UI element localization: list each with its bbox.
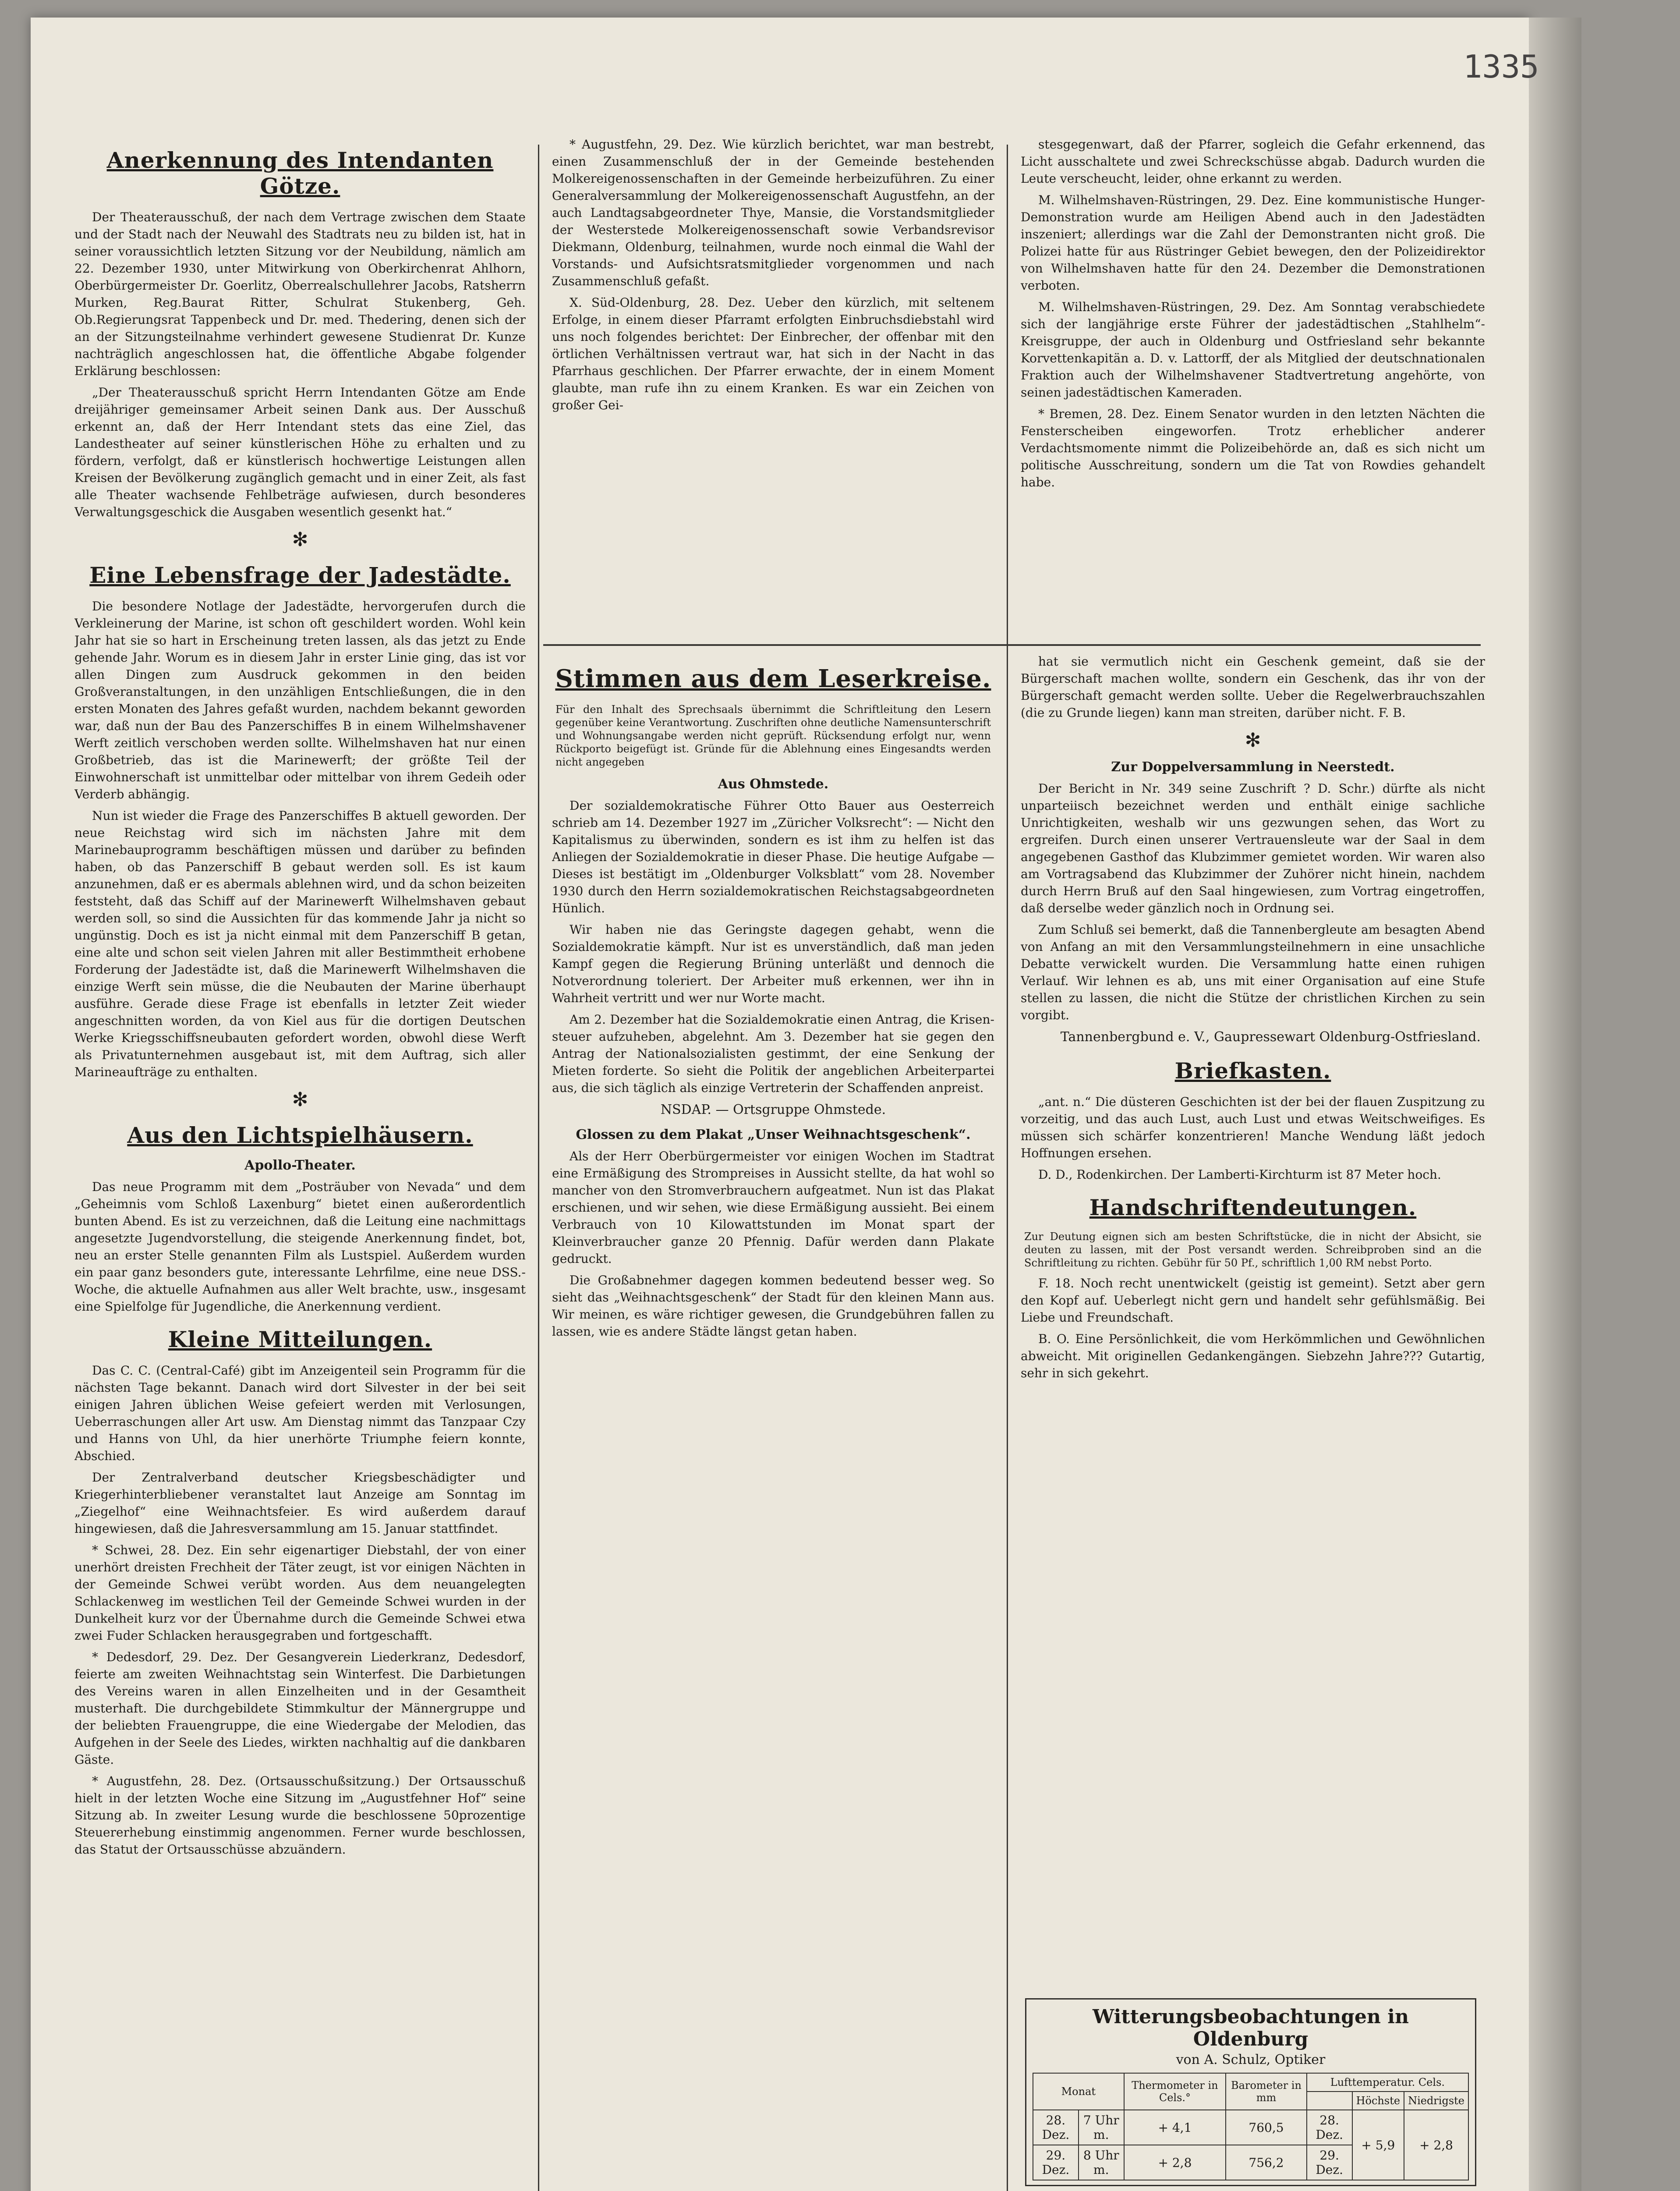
- article-title: Aus den Lichtspielhäusern.: [127, 1122, 473, 1148]
- article-paragraph: M. Wilhelmshaven-Rüstringen, 29. Dez. Am Sonntag verabschiedete sich der langjährige erste Führer der jadestädtischen „Stahlhelm“-Kreisgruppe, der auch in Oldenburg und Ostfriesland sehr bekannte Korvettenkapitän a. D. v. Lattorff, der als Mitglied der deutschnationalen Fraktion auch der Wilhelmshavener Stadtvertretung angehörte, von seinen jadestädtischen Kameraden.: [1021, 300, 1485, 400]
- right-lower-column: [1021, 653, 1485, 2191]
- right-top-column: [1021, 136, 1485, 635]
- letter-paragraph: Der sozialdemokratische Führer Otto Bauer aus Oesterreich schrieb am 14. Dezember 1927 im „Züricher Volksrecht“: — Nicht den Kapitalismus zu überwinden, sondern es ist ihm zu helfen ist das Anliegen der Sozialdemokratie in dieser Phase. Die heutige Aufgabe — Dieses ist bestätigt im „Oldenburger Volksblatt“ vom 28. November 1930 durch den Herrn sozialdemokratischen Reichstagsabgeordneten Hünlich.: [552, 798, 994, 915]
- weather-header-thermometer: Thermometer in Cels.°: [1124, 2073, 1226, 2110]
- weather-cell: 28. Dez.: [1307, 2110, 1352, 2145]
- letter-subtitle: Zur Doppelversammlung in Neerstedt.: [1111, 759, 1395, 775]
- weather-box: [1025, 1998, 1476, 2186]
- left-column: [74, 136, 526, 2191]
- weather-cell: 8 Uhr m.: [1079, 2145, 1124, 2180]
- article-paragraph: Der Zentralverband deutscher Kriegsbeschädigter und Kriegerhinterbliebener veranstaltet laut Anzeige am Sonntag im „Ziegelhof“ eine Weihnachtsfeier. Es wird außerdem darauf hingewiesen, daß die Jahresversammlung am 15. Januar stattfindet.: [74, 1470, 526, 1536]
- weather-header-min: Niedrigste: [1404, 2092, 1468, 2110]
- letter-paragraph: Wir haben nie das Geringste dagegen gehabt, wenn die Sozialdemokratie kämpft. Nur ist es unverständlich, daß man jeden Kampf gegen die Regierung Brüning unterläßt und dennoch die Notverordnung toleriert. Der Arbeiter muß erkennen, wer ihn in Wahrheit vertritt und wer nur Worte macht.: [552, 922, 994, 1005]
- weather-observations: [1025, 1998, 1476, 2191]
- page-edge: [1529, 18, 1581, 2191]
- weather-cell: 760,5: [1226, 2110, 1307, 2145]
- letter-paragraph: Zum Schluß sei bemerkt, daß die Tannenbergleute am besagten Abend von Anfang an mit den Versammlungsteilnehmern in eine unsachliche Debatte verwickelt wurden. Die Versammlung hatte einen ruhigen Verlauf. Wir lehnen es ab, uns mit einer Organisation auf eine Stufe stellen zu lassen, die nicht die Stütze der christlichen Kirchen zu sein vorgibt.: [1021, 922, 1485, 1022]
- letter-paragraph: Der Bericht in Nr. 349 seine Zuschrift ? D. Schr.) dürfte als nicht unparteiisch bezeichnet werden und enthält einige sachliche Unrichtigkeiten, weshalb wir uns gezwungen sehen, das Wort zu ergreifen. Durch einen unserer Vertrauensleute war der Saal in dem angegebenen Gasthof das Klubzimmer gemietet worden. Wir waren also am Vortragsabend das Klubzimmer der Zuhörer nicht hinein, nachdem durch Herrn Bruß auf den Saal hingewiesen, zum Vortrag eingetroffen, daß derselbe weder gänzlich noch in Ordnung sei.: [1021, 781, 1485, 915]
- separator-star: ✻: [1245, 729, 1261, 752]
- section-title: Stimmen aus dem Leserkreise.: [555, 664, 991, 693]
- article-paragraph: * Bremen, 28. Dez. Einem Senator wurden in den letzten Nächten die Fensterscheiben eingeworfen. Trotz erheblicher anderer Verdachtsmomente nimmt die Polizeibehörde an, daß es sich nicht um politische Ausschreitung, sondern um die Tat von Rowdies gehandelt habe.: [1021, 407, 1485, 489]
- handwriting-entry: F. 18. Noch recht unentwickelt (geistig ist gemeint). Setzt aber gern den Kopf auf. Ueberlegt nicht gern und handelt sehr gefühlsmäßig. Bei Liebe und Freundschaft.: [1021, 1276, 1485, 1325]
- weather-cell: + 2,8: [1124, 2145, 1226, 2180]
- article-paragraph: X. Süd-Oldenburg, 28. Dez. Ueber den kürzlich, mit seltenem Erfolge, in einem dieser Pfarramt erfolgten Einbruchsdiebstahl wird uns noch folgendes berichtet: Der Einbrecher, der offenbar mit den örtlichen Verhältnissen vertraut war, hat sich in der Nacht in das Pfarrhaus geschlichen. Der Pfarrer erwachte, der in einem Moment glaubte, man rufe ihn zu einem Kranken. Es war ein Zeichen von großer Gei-: [552, 295, 994, 412]
- letter-signature: Tannenbergbund e. V., Gaupressewart Oldenburg-Ostfriesland.: [1060, 1029, 1481, 1045]
- readers-section: [552, 653, 994, 2191]
- article-subtitle: Apollo-Theater.: [244, 1158, 356, 1173]
- weather-row: [1033, 2110, 1468, 2145]
- weather-header-barometer: Barometer in mm: [1226, 2073, 1307, 2110]
- editorial-disclaimer: Für den Inhalt des Sprechsaals übernimmt die Schriftleitung den Lesern gegenüber keine Verantwortung. Zuschriften ohne deutliche Namensunterschrift und Wohnungsangabe werden nicht geprüft. Rücksendung erfolgt nur, wenn Rückporto beigefügt ist. Gründe für die Ablehnung eines Eingesandts werden nicht angegeben: [555, 703, 991, 768]
- article-paragraph: Das neue Programm mit dem „Posträuber von Nevada“ und dem „Geheimnis vom Schloß Laxenburg“ bietet einen außerordentlich bunten Abend. Es ist zu verzeichnen, daß die Leitung eine nachmittags angesetzte Jugendvorstellung, die steigende Anerkennung findet, bot, neu an erster Stelle genannten Film als Lustspiel. Außerdem wurden ein paar ganz besonders gute, interessante Lehrfilme, eine neue DSS.-Woche, die aktuelle Aufnahmen aus aller Welt brachte, usw., insgesamt eine Spielfolge für Jugendliche, die Anerkennung verdient.: [74, 1180, 526, 1314]
- article-title: Kleine Mitteilungen.: [168, 1326, 432, 1352]
- letter-paragraph: Die Großabnehmer dagegen kommen bedeutend besser weg. So sieht das „Weihnachtsgeschenk“ der Stadt für den kleinen Mann aus. Wir meinen, es wäre richtiger gewesen, die Grundgebühren fallen zu lassen, wie es andere Städte längst getan haben.: [552, 1273, 994, 1339]
- column-rule-1: [538, 145, 539, 2191]
- weather-cell: + 4,1: [1124, 2110, 1226, 2145]
- briefkasten-entry: „ant. n.“ Die düsteren Geschichten ist der bei der flauen Zuspitzung zu vorzeitig, und das auch Lust, auch Lust und etwas Weitschweifiges. Es müssen sich schärfer konzentrieren! Manche Wendung läßt jedoch Hoffnungen ersehen.: [1021, 1095, 1485, 1160]
- weather-title: Witterungsbeobachtungen in Oldenburg: [1093, 2006, 1409, 2050]
- handwriting-note: Zur Deutung eignen sich am besten Schriftstücke, die in nicht der Absicht, sie deuten zu lassen, mit der Post versandt werden. Schreibproben sind an die Schriftleitung zu richten. Gebühr für 50 Pf., schriftlich 1,00 RM nebst Porto.: [1024, 1230, 1482, 1269]
- article-intendant: [74, 147, 526, 521]
- article-lichtspiel: [74, 1122, 526, 1315]
- article-kleine-mitteilungen: [74, 1326, 526, 1858]
- section-rule-readers: [543, 644, 1481, 646]
- article-paragraph: stesgegenwart, daß der Pfarrer, sogleich die Gefahr erkennend, das Licht ausschaltete und zwei Schreckschüsse abgab. Dadurch wurden die Leute verscheucht, leider, ohne erkannt zu werden.: [1021, 137, 1485, 186]
- weather-cell: 28. Dez.: [1033, 2110, 1079, 2145]
- weather-cell: 29. Dez.: [1307, 2145, 1352, 2180]
- letter-paragraph: Als der Herr Oberbürgermeister vor einigen Wochen im Stadtrat eine Ermäßigung des Strompreises in Aussicht stellte, da hat wohl so mancher von den Stromverbrauchern aufgeatmet. Nun ist das Plakat erschienen, und wir sehen, wie diese Ermäßigung aussieht. Bei einem Verbrauch von 10 Kilowattstunden im Monat spart der Kleinverbraucher ganze 20 Pfennig. Dafür werden dann Plakate gedruckt.: [552, 1149, 994, 1266]
- weather-cell: 756,2: [1226, 2145, 1307, 2180]
- letter-origin: Aus Ohmstede.: [718, 776, 829, 792]
- column-rule-2: [1007, 145, 1008, 2191]
- handwriting-title: Handschriftendeutungen.: [1089, 1195, 1417, 1220]
- article-paragraph: * Dedesdorf, 29. Dez. Der Gesangverein Liederkranz, Dedesdorf, feierte am zweiten Weihnachtstag sein Winterfest. Die Darbietungen des Vereins waren in allen Einzelheiten und in der Gesamtheit musterhaft. Die durchgebildete Stimmkultur der Männergruppe und der beliebten Frauengruppe, die eine Wiedergabe der Melodien, das Aufgehen in der Seele des Liedes, wirkten nachhaltig auf die dankbaren Gäste.: [74, 1650, 526, 1767]
- weather-header-month: Monat: [1033, 2073, 1124, 2110]
- briefkasten-title: Briefkasten.: [1174, 1058, 1331, 1084]
- middle-top-column: [552, 136, 994, 635]
- article-paragraph: Das C. C. (Central-Café) gibt im Anzeigenteil sein Programm für die nächsten Tage bekannt. Danach wird dort Silvester in der bei seit einigen Jahren üblichen Weise gefeiert werden mit Verlosungen, Ueberraschungen aller Art usw. Am Dienstag nimmt das Tanzpaar Czy und Hanns von Uhl, da hier unerhörte Triumphe feiern konnte, Abschied.: [74, 1363, 526, 1463]
- letter-paragraph: Am 2. Dezember hat die Sozialdemokratie einen Antrag, die Krisensteuer aufzuheben, abgelehnt. Am 3. Dezember hat sie gegen den Antrag der Nationalsozialisten gestimmt, der eine Senkung der Mieten forderte. So sieht die Politik der angeblichen Arbeiterpartei aus, die sich täglich als einzige Vertreterin der Schaffenden anpreist.: [552, 1012, 994, 1095]
- article-paragraph: „Der Theaterausschuß spricht Herrn Intendanten Götze am Ende dreijähriger gemeinsamer Arbeit seinen Dank aus. Der Ausschuß erkennt an, daß der Herr Intendant stets das eine Ziel, das Landestheater auf seiner künstlerischen Höhe zu erhalten und zu fördern, verfolgt, daß er künstlerisch hochwertige Leistungen allen Kreisen der Bevölkerung zugänglich gemacht und in einer Zeit, als fast alle Theater wachsende Fehlbeträge aufwiesen, durch besonderes Verwaltungsgeschick die Ausgaben wesentlich gesenkt hat.“: [74, 385, 526, 519]
- weather-header-max: Höchste: [1352, 2092, 1404, 2110]
- weather-subtitle: von A. Schulz, Optiker: [1176, 2052, 1326, 2067]
- article-jadestaedte: [74, 562, 526, 1081]
- article-paragraph: * Schwei, 28. Dez. Ein sehr eigenartiger Diebstahl, der von einer unerhört dreisten Frechheit der Täter zeugt, ist vor einigen Nächten in der Gemeinde Schwei verübt worden. Aus dem neuangelegten Schlackenweg im westlichen Teil der Gemeinde Schwei wurden in der Dunkelheit kurz vor der Übernahme durch die Gemeinde Schwei etwa zwei Fuder Schlacken herausgegraben und fortgeschafft.: [74, 1543, 526, 1643]
- separator-star: ✻: [292, 528, 308, 551]
- article-paragraph: Der Theaterausschuß, der nach dem Vertrage zwischen dem Staate und der Stadt nach der Neuwahl des Stadtrats neu zu bilden ist, hat in seiner voraussichtlich letzten Sitzung vor der Neubildung, nämlich am 22. Dezember 1930, unter Mitwirkung von Oberkirchenrat Ahlhorn, Oberbürgermeister Dr. Goerlitz, Oberrealschullehrer Jacobs, Ratsherrn Murken, Reg.Baurat Ritter, Schulrat Stukenberg, Geh. Ob.Regierungsrat Tappenbeck und Dr. med. Thedering, denen sich der an der Sitzungsteilnahme verhindert gewesene Studienrat Dr. Kunze nachträglich angeschlossen hat, die öffentliche Abgabe folgender Erklärung beschlossen:: [74, 210, 526, 378]
- handwriting-entry: B. O. Eine Persönlichkeit, die vom Herkömmlichen und Gewöhnlichen abweicht. Mit originellen Gedankengängen. Siebzehn Jahre??? Gutartig, sehr in sich gekehrt.: [1021, 1332, 1485, 1380]
- article-paragraph: * Augustfehn, 29. Dez. Wie kürzlich berichtet, war man bestrebt, einen Zusammenschluß der in der Gemeinde bestehenden Molkereigenossenschaften in der Gemeinde herbeizuführen. Zu einer Generalversammlung der Molkereigenossenschaft Augustfehn, an der auch Landtagsabgeordneter Thye, Mansie, die Vorstandsmitglieder der Westerstede Molkereigenossenschaft sowie Verbandsrevisor Diekmann, Oldenburg, teilnahmen, wurde noch einmal die Wahl der Vorstands- und Aufsichtsratsmitglieder vorgenommen und nach Zusammenschluß gefaßt.: [552, 137, 994, 288]
- letter-subtitle: Glossen zu dem Plakat „Unser Weihnachtsgeschenk“.: [576, 1127, 971, 1142]
- article-title: Eine Lebensfrage der Jadestädte.: [89, 562, 511, 588]
- weather-cell: 7 Uhr m.: [1079, 2110, 1124, 2145]
- letter-signature: NSDAP. — Ortsgruppe Ohmstede.: [660, 1102, 886, 1117]
- letter-paragraph: hat sie vermutlich nicht ein Geschenk gemeint, daß sie der Bürgerschaft machen wollte, sondern ein Geschenk, das ihr von der Bürgerschaft gemacht werden sollte. Ueber die Regelwerbrauchszahlen (die zu Grunde liegen) kann man streiten, darüber nicht. F. B.: [1021, 654, 1485, 720]
- weather-header-blank: [1307, 2092, 1352, 2110]
- briefkasten-entry: D. D., Rodenkirchen. Der Lamberti-Kirchturm ist 87 Meter hoch.: [1038, 1167, 1441, 1182]
- weather-cell: 29. Dez.: [1033, 2145, 1079, 2180]
- weather-cell: + 2,8: [1404, 2110, 1468, 2180]
- weather-cell: + 5,9: [1352, 2110, 1404, 2180]
- separator-star: ✻: [292, 1088, 308, 1111]
- weather-header-air-temp: Lufttemperatur. Cels.: [1307, 2073, 1468, 2092]
- article-title: Anerkennung des Intendanten Götze.: [106, 147, 494, 199]
- article-paragraph: M. Wilhelmshaven-Rüstringen, 29. Dez. Eine kommunistische Hunger-Demonstration wurde am Heiligen Abend auch in den Jadestädten inszeniert; allerdings war die Zahl der Demonstranten nicht groß. Die Polizei hatte für aus Rüstringer Gebiet bewegen, den der Polizeidirektor von Wilhelmshaven hatte für den 24. Dezember die Demonstrationen verboten.: [1021, 193, 1485, 293]
- article-paragraph: Die besondere Notlage der Jadestädte, hervorgerufen durch die Verkleinerung der Marine, ist schon oft geschildert worden. Wohl kein Jahr hat sie so hart in Erscheinung treten lassen, als das jetzt zu Ende gehende Jahr. Worum es in diesem Jahr in erster Linie ging, das ist vor allen Dingen zum Ausdruck gekommen in den beiden Großveranstaltungen, in den unzähligen Entschließungen, die in den ersten Monaten des Jahres gefaßt wurden, nachdem bekannt geworden war, daß nun der Bau des Panzerschiffes B in einem Wilhelmshavener Werft zeitlich verschoben werden sollte. Wilhelmshaven hat nur einen Großbetrieb, das ist die Marinewerft; der größte Teil der Einwohnerschaft ist unmittelbar oder mittelbar von ihrem Gedeih oder Verderb abhängig.: [74, 599, 526, 801]
- page-number: 1335: [1463, 48, 1539, 85]
- weather-table: [1033, 2073, 1469, 2180]
- article-paragraph: Nun ist wieder die Frage des Panzerschiffes B aktuell geworden. Der neue Reichstag wird sich im nächsten Jahre mit dem Marinebauprogramm beschäftigen müssen und darüber zu befinden haben, ob das Panzerschiff B gebaut werden soll. Es ist kaum anzunehmen, daß er es abermals ablehnen wird, und da schon beizeiten feststeht, daß das Schiff auf der Marinewerft Wilhelmshaven gebaut werden soll, so sind die Aussichten für das kommende Jahr ja nicht so ungünstig. Doch es ist ja nicht einmal mit dem Panzerschiff B getan, eine alte und schon seit vielen Jahren mit aller Bestimmtheit erhobene Forderung der Jadestädte ist, daß die Marinewerft Wilhelmshaven die einzige Werft sein müsse, die die Neubauten der Marine überhaupt ausführe. Gerade diese Frage ist ebenfalls in letzter Zeit wieder angeschnitten worden, da von Kiel aus für die dortigen Deutschen Werke Kriegsschiffsneubauten gefordert worden, obwohl diese Werft als Privatunternehmen ausgebaut ist, mit dem Auftrag, sich aller Marineaufträge zu enthalten.: [74, 808, 526, 1079]
- article-paragraph: * Augustfehn, 28. Dez. (Ortsausschußsitzung.) Der Ortsausschuß hielt in der letzten Woche eine Sitzung im „Augustfehner Hof“ seine Sitzung ab. In zweiter Lesung wurde die beschlossene 50prozentige Steuererhebung einstimmig angenommen. Ferner wurde beschlossen, das Statut der Ortsausschüsse abzuändern.: [74, 1774, 526, 1857]
